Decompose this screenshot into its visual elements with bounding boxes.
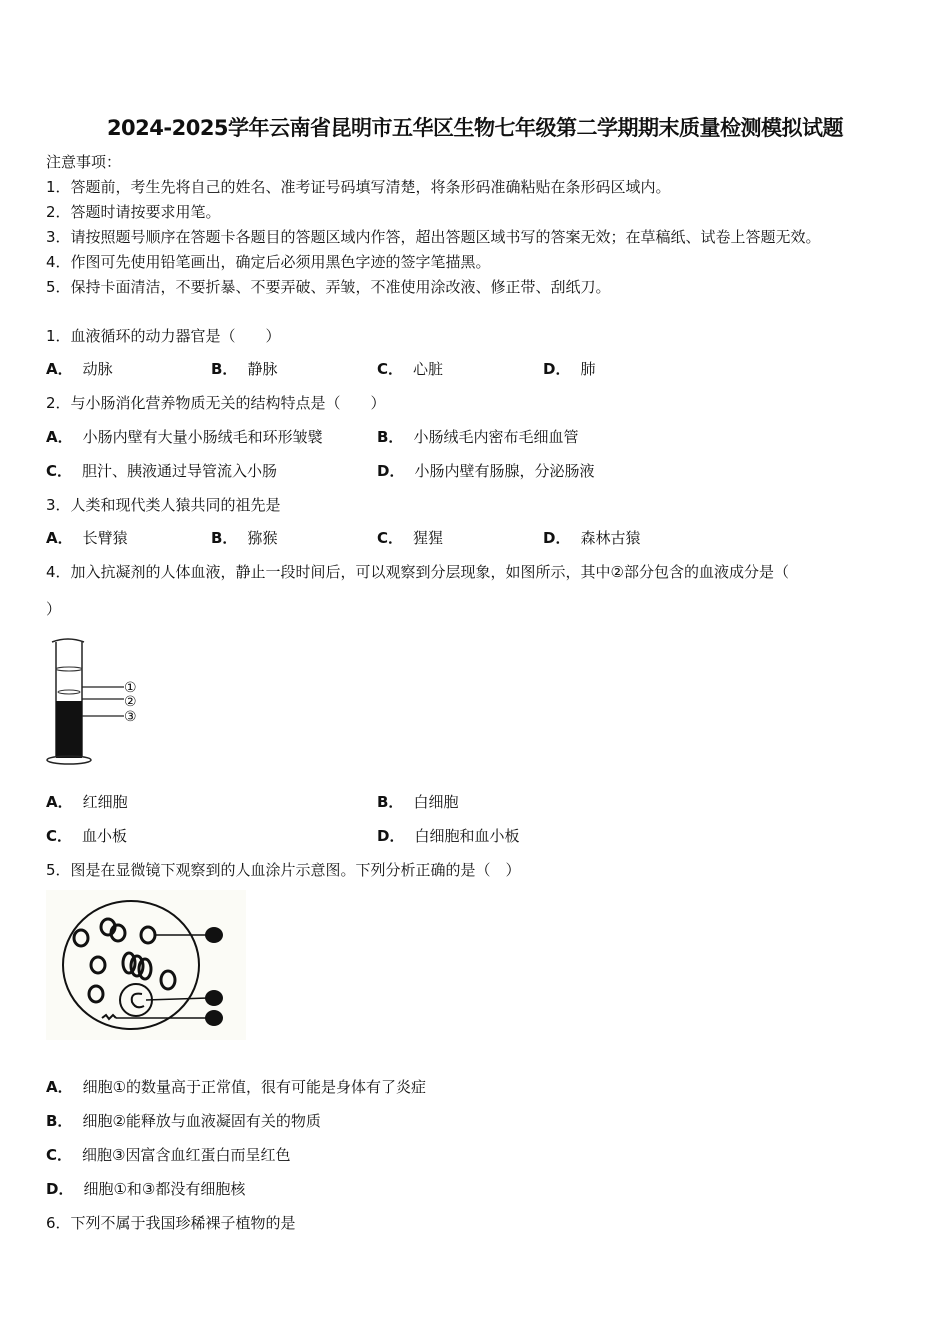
option-b: B． 小肠绒毛内密布毛细血管 (377, 428, 579, 446)
question-stem: 2．与小肠消化营养物质无关的结构特点是（ ） (46, 394, 386, 412)
option-d: D． 森林古猿 (543, 529, 641, 547)
notice-item: 2．答题时请按要求用笔。 (46, 203, 221, 221)
option-c: C． 血小板 (46, 827, 128, 845)
option-d: D． 肺 (543, 360, 596, 378)
option-a: A． 动脉 (46, 360, 113, 378)
option-a: A． 小肠内壁有大量小肠绒毛和环形皱襞 (46, 428, 323, 446)
option-b: B． 静脉 (211, 360, 278, 378)
question-stem: 5．图是在显微镜下观察到的人血涂片示意图。下列分析正确的是（ ） (46, 861, 521, 879)
option-c: C． 心脏 (377, 360, 444, 378)
option-d: D． 细胞①和③都没有细胞核 (46, 1180, 246, 1198)
question-stem: 3．人类和现代类人猿共同的祖先是 (46, 496, 281, 514)
option-b: B． 白细胞 (377, 793, 459, 811)
notice-item: 5．保持卡面清洁，不要折暴、不要弄破、弄皱，不准使用涂改液、修正带、刮纸刀。 (46, 278, 611, 296)
notice-heading: 注意事项： (46, 153, 122, 171)
option-b: B． 猕猴 (211, 529, 278, 547)
figure-label-3: ③ (124, 709, 137, 725)
question-stem-end: ） (46, 600, 62, 618)
figure-label-2: ② (124, 694, 137, 710)
option-c: C． 胆汁、胰液通过导管流入小肠 (46, 462, 278, 480)
notice-item: 4．作图可先使用铅笔画出，确定后必须用黑色字迹的签字笔描黑。 (46, 253, 491, 271)
question-stem: 4．加入抗凝剂的人体血液，静止一段时间后，可以观察到分层现象，如图所示，其中②部分包含的血液成分是（ (46, 563, 789, 581)
notice-item: 1．答题前，考生先将自己的姓名、准考证号码填写清楚，将条形码准确粘贴在条形码区域内。 (46, 178, 671, 196)
notice-item: 3．请按照题号顺序在答题卡各题目的答题区域内作答，超出答题区域书写的答案无效；在草稿纸、试卷上答题无效。 (46, 228, 821, 246)
question-stem: 1．血液循环的动力器官是（ ） (46, 327, 281, 345)
question-stem: 6．下列不属于我国珍稀裸子植物的是 (46, 1214, 296, 1232)
blood-smear-figure (46, 890, 246, 1040)
option-c: C． 猩猩 (377, 529, 444, 547)
figure-label-1: ① (124, 680, 137, 696)
option-a: A． 长臂猿 (46, 529, 128, 547)
option-c: C． 细胞③因富含血红蛋白而呈红色 (46, 1146, 291, 1164)
option-d: D． 小肠内壁有肠腺，分泌肠液 (377, 462, 595, 480)
option-d: D． 白细胞和血小板 (377, 827, 520, 845)
option-a: A． 红细胞 (46, 793, 128, 811)
option-a: A． 细胞①的数量高于正常值，很有可能是身体有了炎症 (46, 1078, 427, 1096)
test-tube-figure (46, 636, 156, 770)
option-b: B． 细胞②能释放与血液凝固有关的物质 (46, 1112, 321, 1130)
page-title: 2024-2025学年云南省昆明市五华区生物七年级第二学期期末质量检测模拟试题 (106, 116, 844, 140)
